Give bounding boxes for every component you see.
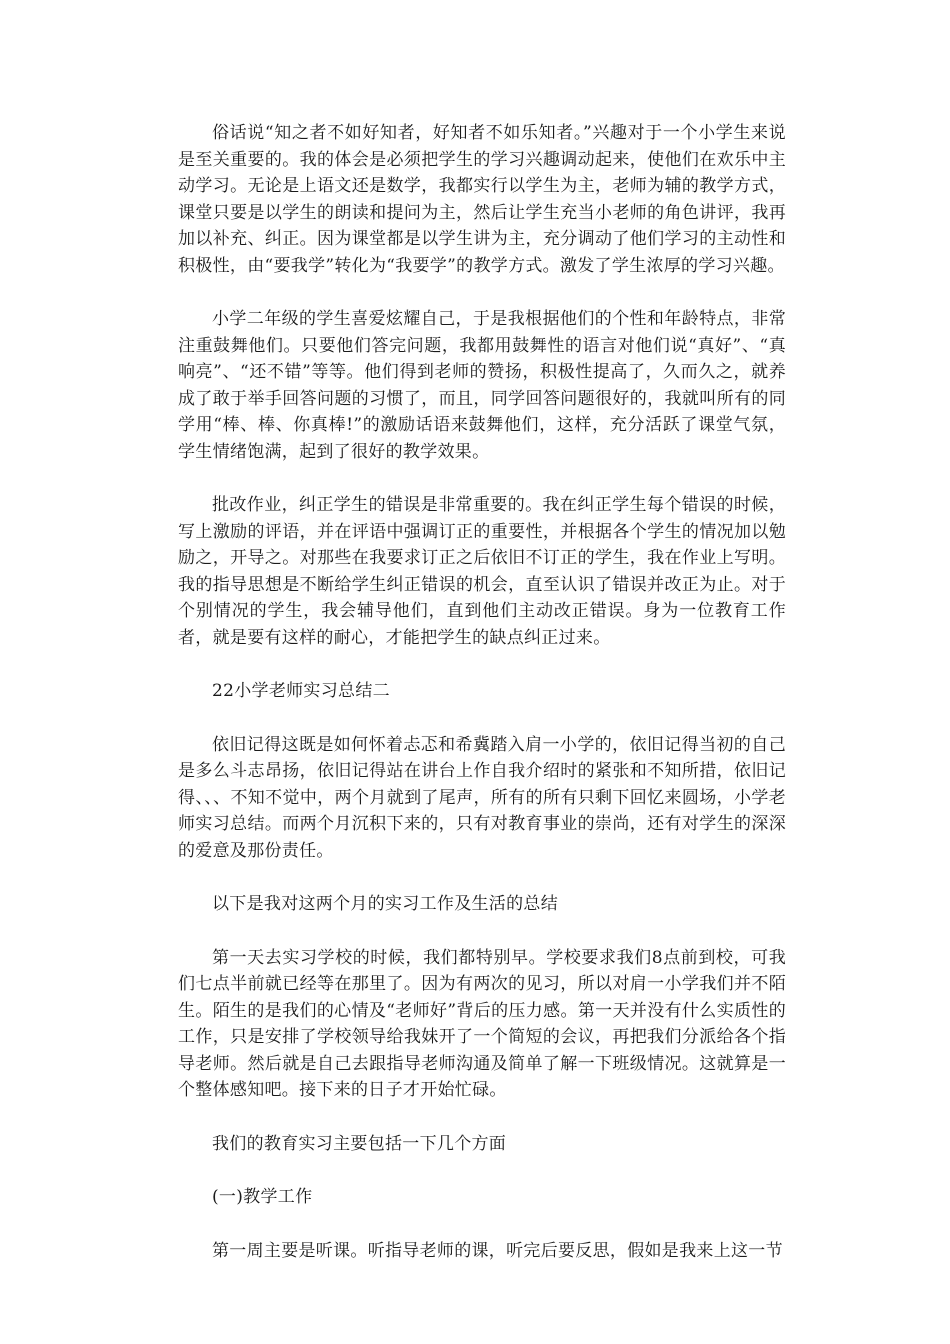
aspects-intro-line: 我们的教育实习主要包括一下几个方面 (212, 1133, 507, 1154)
paragraph-encouragement: 小学二年级的学生喜爱炫耀自己，于是我根据他们的个性和年龄特点，非常注重鼓舞他们。只要他们答完问题，我都用鼓舞性的语言对他们说“真好”、“真响亮”、“还不错”等等。他们得到老师的赞扬，积极性提高了，久而久之，就养成了敢于举手回答问题的习惯了，而且，同学回答问题很好的，我就叫所有的同学用“棒、棒、你真棒!”的激励话语来鼓舞他们，这样，充分活跃了课堂气氛，学生情绪饱满，起到了很好的教学效果。 (178, 309, 786, 462)
subheading-teaching-work: (一)教学工作 (212, 1187, 313, 1207)
section-heading-summary-two: 22小学老师实习总结二 (212, 681, 390, 701)
paragraph-memories: 依旧记得这既是如何怀着忐忑和希冀踏入肩一小学的，依旧记得当初的自己是多么斗志昂扬，依旧记得站在讲台上作自我介绍时的紧张和不知所措，依旧记得、、、不知不觉中，两个月就到了尾声，所有的所有只剩下回忆来圆场，小学老师实习总结。而两个月沉积下来的，只有对教育事业的崇尚，还有对学生的深深的爱意及那份责任。 (178, 734, 786, 861)
document-page (178, 120, 786, 1291)
paragraph-interest: 俗话说“知之者不如好知者，好知者不如乐知者。”兴趣对于一个小学生来说是至关重要的。我的体会是必须把学生的学习兴趣调动起来，使他们在欢乐中主动学习。无论是上语文还是数学，我都实行以学生为主，老师为辅的教学方式，课堂只要是以学生的朗读和提问为主，然后让学生充当小老师的角色讲评，我再加以补充、纠正。因为课堂都是以学生讲为主，充分调动了他们学习的主动性和积极性，由“要我学”转化为“我要学”的教学方式。激发了学生浓厚的学习兴趣。 (178, 123, 786, 276)
paragraph-homework: 批改作业，纠正学生的错误是非常重要的。我在纠正学生每个错误的时候，写上激励的评语，并在评语中强调订正的重要性，并根据各个学生的情况加以勉励之，开导之。对那些在我要求订正之后依旧不订正的学生，我在作业上写明。我的指导思想是不断给学生纠正错误的机会，直至认识了错误并改正为止。对于个别情况的学生，我会辅导他们，直到他们主动改正错误。身为一位教育工作者，就是要有这样的耐心，才能把学生的缺点纠正过来。 (178, 495, 786, 648)
paragraph-first-week: 第一周主要是听课。听指导老师的课，听完后要反思，假如是我来上这一节 (212, 1240, 783, 1261)
paragraph-first-day: 第一天去实习学校的时候，我们都特别早。学校要求我们8点前到校，可我们七点半前就已经等在那里了。因为有两次的见习，所以对肩一小学我们并不陌生。陌生的是我们的心情及“老师好”背后的压力感。第一天并没有什么实质性的工作，只是安排了学校领导给我妹开了一个简短的会议，再把我们分派给各个指导老师。然后就是自己去跟指导老师沟通及简单了解一下班级情况。这就算是一个整体感知吧。接下来的日子才开始忙碌。 (178, 947, 786, 1100)
summary-intro-line: 以下是我对这两个月的实习工作及生活的总结 (212, 894, 558, 914)
